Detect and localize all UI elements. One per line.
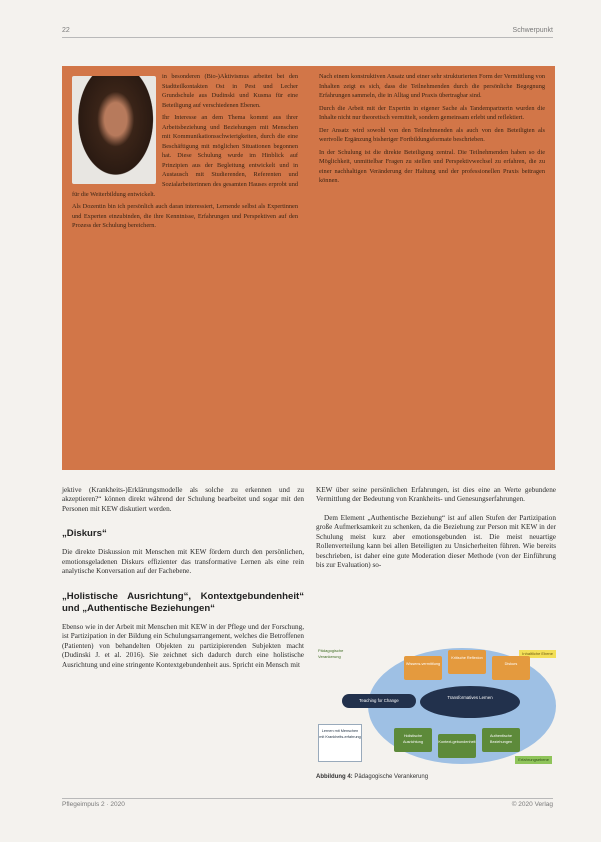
box-paragraph: Nach einem konstruktiven Ansatz und einer sehr strukturierten Form der Vermittlung von Inhalten zeigt es sich, dass die Teilnehmenden durch die persönliche Begegnung Erfahrungen sammeln, die in Alltag und Praxis übertragbar sind. — [319, 73, 545, 100]
orange-box-1: Wissens-vermittlung — [404, 656, 442, 680]
heading-diskurs: „Diskurs“ — [62, 528, 107, 540]
orange-box-3: Diskurs — [492, 656, 530, 680]
figure-paedagogische-verankerung — [316, 640, 556, 790]
page-number: 22 — [62, 27, 70, 34]
footer-rule — [62, 798, 553, 799]
figure-tag-green: Erfahrungsebene — [515, 756, 552, 764]
orange-box-2: Kritische Reflexion — [448, 650, 486, 674]
box-paragraph: In der Schulung ist die direkte Beteiligung zentral. Die Teilnehmenden haben so die Möglichkeit, unmittelbar Fragen zu stellen und Perspektivwechsel zu erfahren, die zu einer nachhaltigen Veränderung der Haltung und der professionellen Praxis beitragen können. — [319, 148, 545, 185]
figure-side-box: Lernen mit Menschen mit Krankheits-erfahrung — [318, 724, 362, 762]
figure-tag-left: Pädagogische Verankerung — [318, 648, 344, 659]
center-ellipse: Transformatives Lernen — [420, 686, 520, 718]
left-text-column — [62, 486, 304, 679]
page-header — [62, 24, 553, 38]
green-box-1: Holistische Ausrichtung — [394, 728, 432, 752]
green-box-3: Authentische Beziehungen — [482, 728, 520, 752]
box-right-column — [319, 72, 545, 189]
box-paragraph: Durch die Arbeit mit der Expertin in eigener Sache als Tandempartnerin wurden die Inhalte nicht nur theoretisch vermittelt, sondern gemeinsam erlebt und reflektiert. — [319, 104, 545, 122]
box-paragraph: Als Dozentin bin ich persönlich auch daran interessiert, Lernende selbst als Expertinnen und Experten einzubinden, die ihre Kenntnisse, Erfahrungen und Perspektiven auf den Prozess der Schulung bereichern. — [72, 203, 298, 230]
heading-holistisch: „Holistische Ausrichtung“, Kontextgebundenheit“ und „Authentische Beziehungen“ — [62, 590, 304, 614]
right-paragraph-1: KEW über seine persönlichen Erfahrungen, ist dies eine an Werte gebundene Vermittlung der Bedeutung von Krankheits- und Genesungserfahrungen. — [316, 486, 556, 504]
box-paragraph: Ihr Interesse an dem Thema kommt aus ihrer Arbeitsbeziehung und Beziehungen mit Menschen mit Kommunikationsschwierigkeiten, durch die eine Beschäftigung mit möglichen Situationen begonnen hat. Diese Schulung wurde im Hinblick auf Prinzipien aus der Begleitung entwickelt und in Austausch mit Studierenden, Referenten und Sozialarbeiterinnen des gesamten Hauses erprobt und für die Weiterbildung entwickelt. — [72, 114, 298, 198]
paragraph-diskurs: Die direkte Diskussion mit Menschen mit KEW fördern durch den persönlichen, emotionsgeladenen Diskurs effizienter das transformative Lernen als eine rein analytische Konversation auf der Fachebene. — [62, 548, 304, 576]
right-paragraph-2: Dem Element „Authentische Beziehung“ ist auf allen Stufen der Partizipation große Aufmerksamkeit zu schenken, da die Beziehung zur Person mit KEW in der Schulung meist kurz aber emotionsgebunden ist. Die meist neuartige Rollenverteilung kann bei allen Beteiligten zu Unsicherheiten führen. Wie bereits beschrieben, ist daher eine gute Moderation dieser Methode (von der Einführung bis zur Evaluation) so- — [316, 513, 556, 570]
right-text-column — [316, 486, 556, 580]
box-left-column — [72, 72, 298, 234]
portrait-photo — [72, 76, 156, 184]
green-box-2: Kontext-gebundenheit — [438, 734, 476, 758]
teaching-for-change-pill: Teaching for Change — [342, 694, 416, 708]
caption-text: Pädagogische Verankerung — [354, 774, 429, 780]
profile-box — [62, 66, 555, 470]
intro-paragraph: jektive (Krankheits-)Erklärungsmodelle als solche zu erkennen und zu akzeptieren?“ können direkt während der Schulung bearbeitet und sogar mit den Personen mit KEW diskutiert werden. — [62, 486, 304, 513]
header-rule — [62, 37, 553, 38]
page-footer — [62, 798, 553, 810]
footer-left: Pflegeimpuls 2 · 2020 — [62, 801, 125, 808]
paragraph-holistisch: Ebenso wie in der Arbeit mit Menschen mit KEW in der Pflege und der Forschung, ist Partizipation in der Bildung ein Schulungsarrangement, welches die Betroffenen (Patienten) von behandelten Objekten zu partizipierenden Subjekten macht (Dudinski J. et al. 2016). Sie zeichnet sich dadurch durch eine holistische Ausrichtung und eine stringente Kontextgebundenheit aus. Spricht ein Mensch mit — [62, 622, 304, 669]
figure-caption — [316, 774, 428, 780]
figure-tag-yellow: Inhaltliche Ebene — [519, 650, 556, 658]
footer-right: © 2020 Verlag — [511, 801, 553, 808]
caption-label: Abbildung 4: — [316, 774, 353, 780]
box-paragraph: Der Ansatz wird sowohl von den Teilnehmenden als auch von den Beteiligten als wertvolle Ergänzung bisheriger Fortbildungsformate beschrieben. — [319, 126, 545, 144]
section-title: Schwerpunkt — [512, 27, 553, 34]
box-paragraph: in besonderen (Bio-)Aktivismus arbeitet bei den Stadtteilkontakten Ost in Pest und Lecher Grundschule aus Dudinski und Kusma für eine Beteiligung auf verschiedenen Ebenen. — [162, 73, 298, 109]
